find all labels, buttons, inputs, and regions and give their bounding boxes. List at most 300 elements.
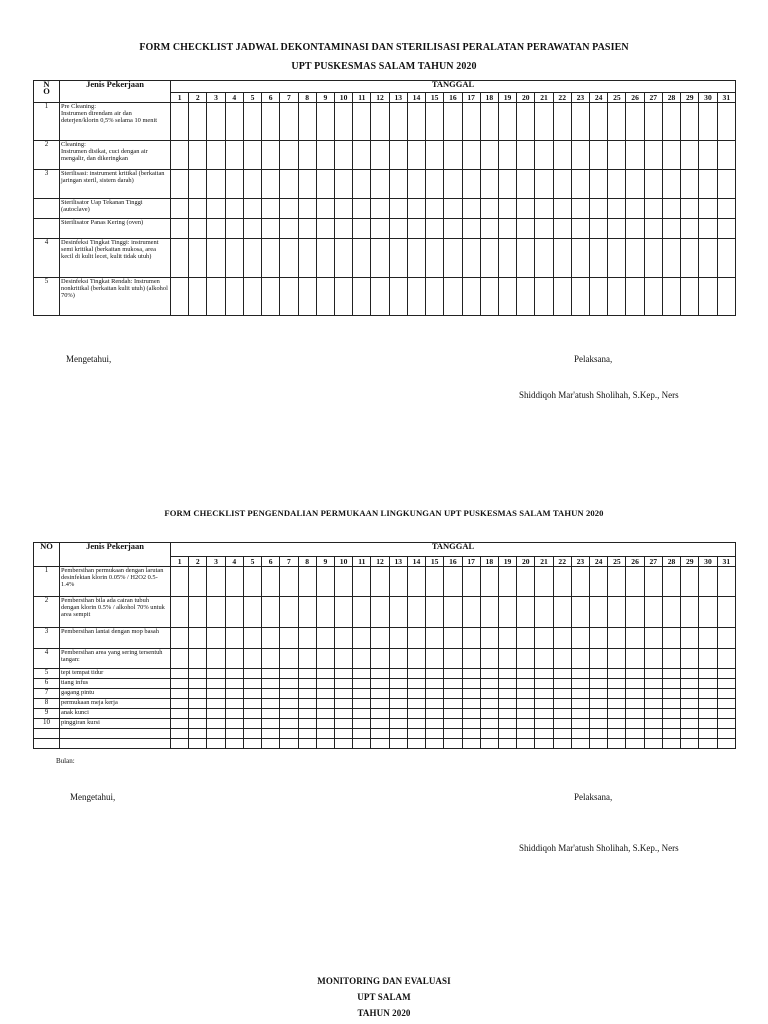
- check-cell[interactable]: [480, 669, 498, 679]
- check-cell[interactable]: [298, 219, 316, 239]
- check-cell[interactable]: [517, 103, 535, 141]
- check-cell[interactable]: [171, 679, 189, 689]
- check-cell[interactable]: [243, 278, 261, 316]
- check-cell[interactable]: [243, 649, 261, 669]
- check-cell[interactable]: [644, 699, 662, 709]
- check-cell[interactable]: [462, 199, 480, 219]
- check-cell[interactable]: [717, 719, 736, 729]
- check-cell[interactable]: [717, 597, 736, 628]
- check-cell[interactable]: [590, 669, 608, 679]
- check-cell[interactable]: [298, 719, 316, 729]
- check-cell[interactable]: [444, 679, 462, 689]
- check-cell[interactable]: [662, 649, 680, 669]
- check-cell[interactable]: [171, 170, 189, 199]
- check-cell[interactable]: [644, 567, 662, 597]
- check-cell[interactable]: [189, 679, 207, 689]
- check-cell[interactable]: [553, 199, 571, 219]
- check-cell[interactable]: [699, 709, 717, 719]
- check-cell[interactable]: [316, 689, 334, 699]
- check-cell[interactable]: [462, 719, 480, 729]
- check-cell[interactable]: [298, 141, 316, 170]
- check-cell[interactable]: [353, 649, 371, 669]
- check-cell[interactable]: [189, 597, 207, 628]
- check-cell[interactable]: [498, 219, 516, 239]
- check-cell[interactable]: [681, 103, 699, 141]
- check-cell[interactable]: [298, 567, 316, 597]
- check-cell[interactable]: [353, 709, 371, 719]
- check-cell[interactable]: [262, 709, 280, 719]
- check-cell[interactable]: [535, 689, 553, 699]
- check-cell[interactable]: [426, 649, 444, 669]
- check-cell[interactable]: [280, 719, 298, 729]
- check-cell[interactable]: [334, 141, 352, 170]
- check-cell[interactable]: [498, 103, 516, 141]
- check-cell[interactable]: [353, 669, 371, 679]
- check-cell[interactable]: [608, 628, 626, 649]
- check-cell[interactable]: [262, 170, 280, 199]
- check-cell[interactable]: [407, 709, 425, 719]
- check-cell[interactable]: [207, 669, 225, 679]
- check-cell[interactable]: [517, 649, 535, 669]
- check-cell[interactable]: [699, 199, 717, 219]
- check-cell[interactable]: [571, 739, 589, 749]
- check-cell[interactable]: [571, 628, 589, 649]
- check-cell[interactable]: [662, 709, 680, 719]
- check-cell[interactable]: [571, 679, 589, 689]
- check-cell[interactable]: [535, 278, 553, 316]
- check-cell[interactable]: [316, 699, 334, 709]
- check-cell[interactable]: [644, 739, 662, 749]
- check-cell[interactable]: [371, 649, 389, 669]
- check-cell[interactable]: [262, 103, 280, 141]
- check-cell[interactable]: [225, 709, 243, 719]
- check-cell[interactable]: [535, 141, 553, 170]
- check-cell[interactable]: [207, 567, 225, 597]
- check-cell[interactable]: [426, 689, 444, 699]
- check-cell[interactable]: [699, 729, 717, 739]
- check-cell[interactable]: [535, 219, 553, 239]
- check-cell[interactable]: [717, 739, 736, 749]
- check-cell[interactable]: [662, 567, 680, 597]
- check-cell[interactable]: [517, 699, 535, 709]
- check-cell[interactable]: [171, 628, 189, 649]
- check-cell[interactable]: [535, 709, 553, 719]
- check-cell[interactable]: [662, 278, 680, 316]
- check-cell[interactable]: [426, 709, 444, 719]
- check-cell[interactable]: [189, 739, 207, 749]
- check-cell[interactable]: [189, 567, 207, 597]
- check-cell[interactable]: [717, 649, 736, 669]
- check-cell[interactable]: [462, 649, 480, 669]
- check-cell[interactable]: [353, 719, 371, 729]
- check-cell[interactable]: [334, 719, 352, 729]
- check-cell[interactable]: [699, 170, 717, 199]
- check-cell[interactable]: [535, 597, 553, 628]
- check-cell[interactable]: [298, 239, 316, 278]
- check-cell[interactable]: [571, 709, 589, 719]
- check-cell[interactable]: [389, 141, 407, 170]
- check-cell[interactable]: [371, 669, 389, 679]
- check-cell[interactable]: [389, 219, 407, 239]
- check-cell[interactable]: [189, 628, 207, 649]
- check-cell[interactable]: [644, 689, 662, 699]
- check-cell[interactable]: [571, 729, 589, 739]
- check-cell[interactable]: [207, 729, 225, 739]
- check-cell[interactable]: [498, 679, 516, 689]
- check-cell[interactable]: [189, 699, 207, 709]
- check-cell[interactable]: [334, 699, 352, 709]
- check-cell[interactable]: [626, 709, 644, 719]
- check-cell[interactable]: [462, 103, 480, 141]
- check-cell[interactable]: [699, 278, 717, 316]
- check-cell[interactable]: [480, 719, 498, 729]
- check-cell[interactable]: [353, 170, 371, 199]
- check-cell[interactable]: [207, 278, 225, 316]
- check-cell[interactable]: [334, 669, 352, 679]
- check-cell[interactable]: [189, 689, 207, 699]
- check-cell[interactable]: [371, 199, 389, 219]
- check-cell[interactable]: [444, 219, 462, 239]
- check-cell[interactable]: [517, 597, 535, 628]
- check-cell[interactable]: [553, 649, 571, 669]
- check-cell[interactable]: [243, 739, 261, 749]
- check-cell[interactable]: [371, 239, 389, 278]
- check-cell[interactable]: [626, 729, 644, 739]
- check-cell[interactable]: [334, 278, 352, 316]
- check-cell[interactable]: [553, 669, 571, 679]
- check-cell[interactable]: [608, 649, 626, 669]
- check-cell[interactable]: [262, 199, 280, 219]
- check-cell[interactable]: [407, 141, 425, 170]
- check-cell[interactable]: [243, 219, 261, 239]
- check-cell[interactable]: [243, 239, 261, 278]
- check-cell[interactable]: [590, 679, 608, 689]
- check-cell[interactable]: [662, 239, 680, 278]
- check-cell[interactable]: [608, 709, 626, 719]
- check-cell[interactable]: [626, 719, 644, 729]
- check-cell[interactable]: [699, 719, 717, 729]
- check-cell[interactable]: [298, 739, 316, 749]
- check-cell[interactable]: [371, 709, 389, 719]
- check-cell[interactable]: [644, 719, 662, 729]
- check-cell[interactable]: [426, 669, 444, 679]
- check-cell[interactable]: [480, 679, 498, 689]
- check-cell[interactable]: [189, 199, 207, 219]
- check-cell[interactable]: [316, 597, 334, 628]
- check-cell[interactable]: [334, 729, 352, 739]
- check-cell[interactable]: [626, 689, 644, 699]
- check-cell[interactable]: [553, 597, 571, 628]
- check-cell[interactable]: [535, 679, 553, 689]
- check-cell[interactable]: [280, 649, 298, 669]
- check-cell[interactable]: [262, 669, 280, 679]
- check-cell[interactable]: [389, 709, 407, 719]
- check-cell[interactable]: [243, 567, 261, 597]
- check-cell[interactable]: [553, 219, 571, 239]
- check-cell[interactable]: [462, 709, 480, 719]
- check-cell[interactable]: [626, 278, 644, 316]
- check-cell[interactable]: [243, 689, 261, 699]
- check-cell[interactable]: [407, 628, 425, 649]
- check-cell[interactable]: [571, 219, 589, 239]
- check-cell[interactable]: [407, 649, 425, 669]
- check-cell[interactable]: [681, 729, 699, 739]
- check-cell[interactable]: [462, 597, 480, 628]
- check-cell[interactable]: [262, 219, 280, 239]
- check-cell[interactable]: [262, 689, 280, 699]
- check-cell[interactable]: [225, 567, 243, 597]
- check-cell[interactable]: [207, 199, 225, 219]
- check-cell[interactable]: [699, 669, 717, 679]
- check-cell[interactable]: [717, 679, 736, 689]
- check-cell[interactable]: [462, 567, 480, 597]
- check-cell[interactable]: [662, 141, 680, 170]
- check-cell[interactable]: [353, 689, 371, 699]
- check-cell[interactable]: [207, 170, 225, 199]
- check-cell[interactable]: [480, 649, 498, 669]
- check-cell[interactable]: [243, 729, 261, 739]
- check-cell[interactable]: [517, 729, 535, 739]
- check-cell[interactable]: [262, 628, 280, 649]
- check-cell[interactable]: [171, 567, 189, 597]
- check-cell[interactable]: [517, 709, 535, 719]
- check-cell[interactable]: [626, 141, 644, 170]
- check-cell[interactable]: [225, 239, 243, 278]
- check-cell[interactable]: [644, 278, 662, 316]
- check-cell[interactable]: [590, 239, 608, 278]
- check-cell[interactable]: [426, 170, 444, 199]
- check-cell[interactable]: [608, 199, 626, 219]
- check-cell[interactable]: [444, 719, 462, 729]
- check-cell[interactable]: [608, 729, 626, 739]
- check-cell[interactable]: [590, 219, 608, 239]
- check-cell[interactable]: [590, 689, 608, 699]
- check-cell[interactable]: [280, 103, 298, 141]
- check-cell[interactable]: [444, 628, 462, 649]
- check-cell[interactable]: [207, 719, 225, 729]
- check-cell[interactable]: [407, 567, 425, 597]
- check-cell[interactable]: [571, 199, 589, 219]
- check-cell[interactable]: [517, 679, 535, 689]
- check-cell[interactable]: [316, 141, 334, 170]
- check-cell[interactable]: [571, 170, 589, 199]
- check-cell[interactable]: [426, 199, 444, 219]
- check-cell[interactable]: [535, 739, 553, 749]
- check-cell[interactable]: [571, 597, 589, 628]
- check-cell[interactable]: [316, 679, 334, 689]
- check-cell[interactable]: [407, 729, 425, 739]
- check-cell[interactable]: [480, 567, 498, 597]
- check-cell[interactable]: [426, 239, 444, 278]
- check-cell[interactable]: [189, 709, 207, 719]
- check-cell[interactable]: [353, 699, 371, 709]
- check-cell[interactable]: [699, 689, 717, 699]
- check-cell[interactable]: [590, 739, 608, 749]
- check-cell[interactable]: [608, 679, 626, 689]
- check-cell[interactable]: [353, 628, 371, 649]
- check-cell[interactable]: [480, 628, 498, 649]
- check-cell[interactable]: [207, 141, 225, 170]
- check-cell[interactable]: [717, 709, 736, 719]
- check-cell[interactable]: [207, 699, 225, 709]
- check-cell[interactable]: [498, 689, 516, 699]
- check-cell[interactable]: [334, 679, 352, 689]
- check-cell[interactable]: [462, 699, 480, 709]
- check-cell[interactable]: [608, 739, 626, 749]
- check-cell[interactable]: [371, 567, 389, 597]
- check-cell[interactable]: [681, 679, 699, 689]
- check-cell[interactable]: [662, 729, 680, 739]
- check-cell[interactable]: [717, 567, 736, 597]
- check-cell[interactable]: [480, 278, 498, 316]
- check-cell[interactable]: [553, 628, 571, 649]
- check-cell[interactable]: [207, 628, 225, 649]
- check-cell[interactable]: [571, 278, 589, 316]
- check-cell[interactable]: [316, 739, 334, 749]
- check-cell[interactable]: [681, 628, 699, 649]
- check-cell[interactable]: [681, 278, 699, 316]
- check-cell[interactable]: [243, 628, 261, 649]
- check-cell[interactable]: [498, 649, 516, 669]
- check-cell[interactable]: [498, 239, 516, 278]
- check-cell[interactable]: [681, 597, 699, 628]
- check-cell[interactable]: [480, 141, 498, 170]
- check-cell[interactable]: [171, 729, 189, 739]
- check-cell[interactable]: [662, 689, 680, 699]
- check-cell[interactable]: [407, 219, 425, 239]
- check-cell[interactable]: [590, 699, 608, 709]
- check-cell[interactable]: [662, 679, 680, 689]
- check-cell[interactable]: [480, 729, 498, 739]
- check-cell[interactable]: [225, 649, 243, 669]
- check-cell[interactable]: [571, 239, 589, 278]
- check-cell[interactable]: [207, 597, 225, 628]
- check-cell[interactable]: [280, 669, 298, 679]
- check-cell[interactable]: [189, 669, 207, 679]
- check-cell[interactable]: [590, 141, 608, 170]
- check-cell[interactable]: [262, 567, 280, 597]
- check-cell[interactable]: [426, 729, 444, 739]
- check-cell[interactable]: [407, 669, 425, 679]
- check-cell[interactable]: [371, 679, 389, 689]
- check-cell[interactable]: [225, 669, 243, 679]
- check-cell[interactable]: [225, 103, 243, 141]
- check-cell[interactable]: [353, 729, 371, 739]
- check-cell[interactable]: [389, 103, 407, 141]
- check-cell[interactable]: [243, 669, 261, 679]
- check-cell[interactable]: [608, 597, 626, 628]
- check-cell[interactable]: [644, 597, 662, 628]
- check-cell[interactable]: [608, 567, 626, 597]
- check-cell[interactable]: [243, 679, 261, 689]
- check-cell[interactable]: [371, 628, 389, 649]
- check-cell[interactable]: [681, 649, 699, 669]
- check-cell[interactable]: [189, 649, 207, 669]
- check-cell[interactable]: [553, 170, 571, 199]
- check-cell[interactable]: [280, 567, 298, 597]
- check-cell[interactable]: [389, 170, 407, 199]
- check-cell[interactable]: [334, 170, 352, 199]
- check-cell[interactable]: [407, 278, 425, 316]
- check-cell[interactable]: [280, 679, 298, 689]
- check-cell[interactable]: [426, 141, 444, 170]
- check-cell[interactable]: [407, 699, 425, 709]
- check-cell[interactable]: [553, 679, 571, 689]
- check-cell[interactable]: [480, 170, 498, 199]
- check-cell[interactable]: [535, 628, 553, 649]
- check-cell[interactable]: [517, 170, 535, 199]
- check-cell[interactable]: [444, 729, 462, 739]
- check-cell[interactable]: [717, 699, 736, 709]
- check-cell[interactable]: [535, 719, 553, 729]
- check-cell[interactable]: [280, 628, 298, 649]
- check-cell[interactable]: [480, 699, 498, 709]
- check-cell[interactable]: [298, 649, 316, 669]
- check-cell[interactable]: [444, 141, 462, 170]
- check-cell[interactable]: [371, 278, 389, 316]
- check-cell[interactable]: [225, 141, 243, 170]
- check-cell[interactable]: [626, 170, 644, 199]
- check-cell[interactable]: [717, 170, 736, 199]
- check-cell[interactable]: [699, 103, 717, 141]
- check-cell[interactable]: [298, 699, 316, 709]
- check-cell[interactable]: [626, 649, 644, 669]
- check-cell[interactable]: [426, 567, 444, 597]
- check-cell[interactable]: [681, 170, 699, 199]
- check-cell[interactable]: [389, 597, 407, 628]
- check-cell[interactable]: [371, 689, 389, 699]
- check-cell[interactable]: [171, 278, 189, 316]
- check-cell[interactable]: [571, 567, 589, 597]
- check-cell[interactable]: [498, 567, 516, 597]
- check-cell[interactable]: [626, 239, 644, 278]
- check-cell[interactable]: [334, 103, 352, 141]
- check-cell[interactable]: [298, 597, 316, 628]
- check-cell[interactable]: [553, 103, 571, 141]
- check-cell[interactable]: [608, 239, 626, 278]
- check-cell[interactable]: [535, 729, 553, 739]
- check-cell[interactable]: [444, 199, 462, 219]
- check-cell[interactable]: [298, 278, 316, 316]
- check-cell[interactable]: [426, 739, 444, 749]
- check-cell[interactable]: [316, 628, 334, 649]
- check-cell[interactable]: [280, 219, 298, 239]
- check-cell[interactable]: [626, 739, 644, 749]
- check-cell[interactable]: [644, 679, 662, 689]
- check-cell[interactable]: [444, 597, 462, 628]
- check-cell[interactable]: [426, 278, 444, 316]
- check-cell[interactable]: [498, 199, 516, 219]
- check-cell[interactable]: [608, 170, 626, 199]
- check-cell[interactable]: [171, 103, 189, 141]
- check-cell[interactable]: [334, 628, 352, 649]
- check-cell[interactable]: [334, 739, 352, 749]
- check-cell[interactable]: [171, 689, 189, 699]
- check-cell[interactable]: [243, 141, 261, 170]
- check-cell[interactable]: [316, 199, 334, 219]
- check-cell[interactable]: [608, 278, 626, 316]
- check-cell[interactable]: [626, 567, 644, 597]
- check-cell[interactable]: [444, 239, 462, 278]
- check-cell[interactable]: [426, 597, 444, 628]
- check-cell[interactable]: [626, 103, 644, 141]
- check-cell[interactable]: [498, 278, 516, 316]
- check-cell[interactable]: [280, 597, 298, 628]
- check-cell[interactable]: [243, 719, 261, 729]
- check-cell[interactable]: [353, 597, 371, 628]
- check-cell[interactable]: [207, 103, 225, 141]
- check-cell[interactable]: [644, 649, 662, 669]
